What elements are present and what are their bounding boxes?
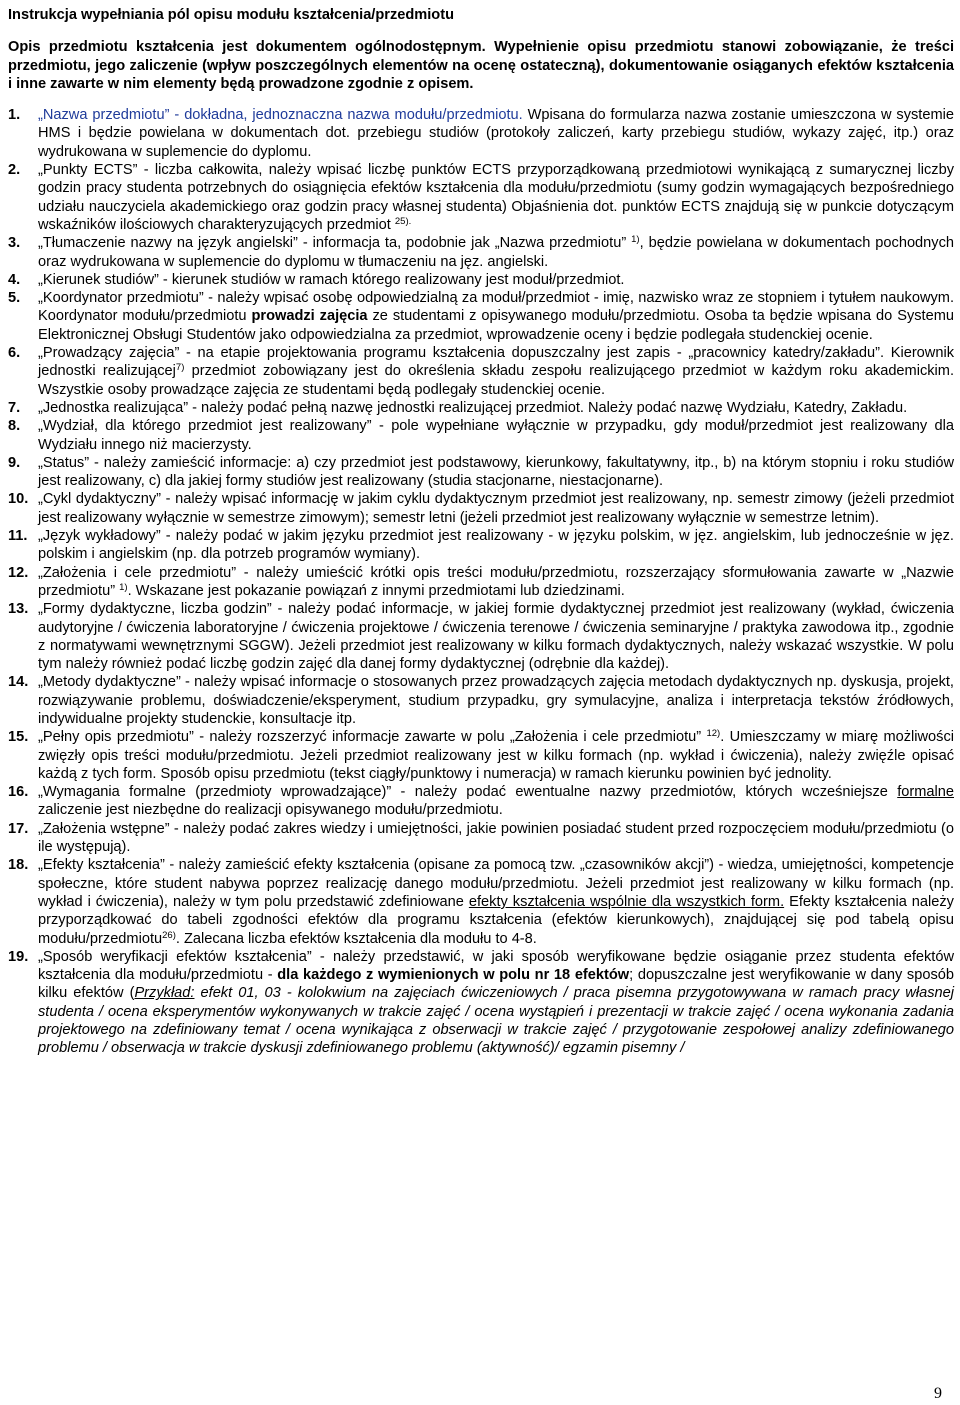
- item-text: Wpisana do formularza nazwa zostanie umieszczona w systemie HMS i będzie powielana w dokumentach dot. przebiegu studiów (protokoły zaliczeń, karty przebiegu studiów, wykazy zajęć, itp.) oraz wydrukowana w suplemencie do dyplomu.: [38, 107, 954, 160]
- item-text: formalne: [897, 784, 954, 801]
- instruction-item: [8, 490, 954, 527]
- instruction-item: [8, 399, 954, 417]
- document-page: [8, 6, 954, 1058]
- instruction-item: [8, 564, 954, 601]
- item-text: „Koordynator przedmiotu” - należy wpisać osobę odpowiedzialną za moduł/przedmiot - imię, nazwisko wraz ze stopniem i tytułem naukowym. Koordynator modułu/przedmiotu: [38, 290, 954, 325]
- instruction-item: [8, 820, 954, 857]
- item-number: 11.: [8, 528, 28, 545]
- item-text: „Punkty ECTS” - liczba całkowita, należy wpisać liczbę punktów ECTS przyporządkowaną przedmiotowi wynikającą z sumarycznej liczby godzin pracy studenta potrzebnych do osiągnięcia efektów kształcenia dla modułu/przedmiotu (sumy godzin wymagających bezpośredniego udziału nauczyciela akademickiego oraz godzin pracy własnej studenta) Objaśnienia dot. punktów ECTS znajdują się w punkcie dotyczącym wskaźników ilościowych charakteryzujących przedmiot: [38, 162, 954, 233]
- item-text: Efekty kształcenia należy przyporządkować do tabeli zgodności efektów dla programu kształcenia (efektów kierunkowych), znajdującej się pod tabelą opisu modułu/przedmiotu: [38, 893, 954, 947]
- instruction-item: [8, 289, 954, 344]
- item-number: 16.: [8, 784, 29, 801]
- item-text: „Kierunek studiów” - kierunek studiów w ramach którego realizowany jest moduł/przedmiot.: [38, 271, 625, 288]
- item-number: 8.: [8, 418, 21, 435]
- item-number: 13.: [8, 601, 29, 618]
- instruction-item: [8, 106, 954, 161]
- item-text: „Wydział, dla którego przedmiot jest realizowany” - pole wypełniane wyłącznie w przypadku, gdy moduł/przedmiot jest realizowany dla Wydziału innego niż macierzysty.: [38, 418, 954, 453]
- item-text: efekty kształcenia wspólnie dla wszystkich form.: [468, 893, 785, 910]
- instruction-item: [8, 527, 954, 564]
- item-number: 17.: [8, 820, 29, 837]
- item-text: Przykład:: [134, 985, 195, 1002]
- item-text: „Wymagania formalne (przedmioty wprowadzające)” - należy podać ewentualne nazwy przedmiotów, których wcześniejsze: [38, 784, 898, 801]
- footnote-ref: 1): [631, 234, 640, 246]
- instruction-item: [8, 234, 954, 271]
- footnote-ref: 1): [119, 581, 128, 593]
- footnote-ref: 7): [175, 362, 185, 374]
- instruction-item: [8, 454, 954, 491]
- instruction-item: [8, 271, 954, 289]
- instruction-list: [8, 106, 954, 1057]
- page-number: 9: [934, 1385, 942, 1402]
- item-number: 18.: [8, 857, 29, 874]
- item-text: „Status” - należy zamieścić informacje: a) czy przedmiot jest podstawowy, kierunkowy, fakultatywny, itp., b) na którym stopniu i roku studiów jest realizowany, c) dla jakiej formy studiów jest realizowany (studia stacjonarne, niestacjonarne).: [38, 454, 954, 490]
- item-text: prowadzi zajęcia: [251, 308, 368, 325]
- item-text: „Tłumaczenie nazwy na język angielski” - informacja ta, podobnie jak „Nazwa przedmiotu”: [38, 235, 632, 252]
- footnote-ref: 26): [162, 929, 176, 941]
- item-number: 1.: [8, 107, 21, 124]
- item-text: ze studentami z opisywanego modułu/przedmiotu. Osoba ta będzie wpisana do Systemu Elektronicznej Obsługi Studentów jako odpowiedzialna za przedmiot, wprowadzenie oceny i będzie podlegała studenckiej ocenie.: [38, 308, 954, 343]
- item-text: „Efekty kształcenia” - należy zamieścić efekty kształcenia (opisane za pomocą tzw. „czasowników akcji”) - wiedza, umiejętności, kompetencje społeczne, które student nabywa poprzez realizację danego modułu/przedmiotu. Jeżeli przedmiot jest realizowany w kilku formach (np. wykład i ćwiczenia), należy w tym polu przedstawić zdefiniowane: [38, 857, 954, 910]
- item-number: 4.: [8, 271, 21, 288]
- item-text: „Język wykładowy” - należy podać w jakim języku przedmiot jest realizowany - w języku polskim, w jęz. angielskim, lub jednocześnie w jęz. polskim i angielskim (np. dla potrzeb programów wymiany).: [38, 528, 954, 563]
- item-number: 14.: [8, 674, 29, 691]
- item-text: ; dopuszczalne jest weryfikowanie w dany sposób kilku efektów (: [38, 967, 954, 1002]
- instruction-item: [8, 783, 954, 820]
- item-number: 15.: [8, 729, 29, 746]
- item-text: . Wskazane jest pokazanie powiązań z innymi przedmiotami lub dziedzinami.: [127, 582, 625, 599]
- item-text: „Założenia wstępne” - należy podać zakres wiedzy i umiejętności, jakie powinien posiadać student przed rozpoczęciem modułu/przedmiotu (o ile występują).: [38, 820, 954, 856]
- item-number: 12.: [8, 564, 29, 581]
- item-text: „Metody dydaktyczne” - należy wpisać informacje o stosowanych przez prowadzących zajęcia metodach dydaktycznych np. dyskusja, projekt, rozwiązywanie problemu, doświadczenie/eksperyment, studium przypadku, gry symulacyjne, analiza i interpretacja tekstów źródłowych, indywidualne projekty studenckie, konsultacje itp.: [38, 674, 954, 727]
- item-number: 19.: [8, 948, 29, 965]
- item-number: 3.: [8, 235, 21, 252]
- item-text: „Sposób weryfikacji efektów kształcenia” - należy przedstawić, w jaki sposób weryfikowane będzie osiąganie przez studenta efektów kształcenia dla modułu/przedmiotu -: [38, 948, 954, 984]
- item-number: 6.: [8, 345, 21, 362]
- item-text: . Umieszczamy w miarę możliwości zwięzły opis treści modułu/przedmiotu. Jeżeli przedmiot realizowany jest w kilku formach (np. wykład i ćwiczenia), należy zwięźle opisać każdą z tych form. Sposób opisu przedmiotu (tekst ciągły/punktowy i numeracja) w ramach kierunku powinien być jednolity.: [38, 729, 955, 782]
- item-number: 7.: [8, 399, 21, 416]
- instruction-item: [8, 948, 954, 1058]
- instruction-item: [8, 600, 954, 673]
- instruction-item: [8, 728, 954, 783]
- instruction-item: [8, 417, 954, 454]
- item-text: „Cykl dydaktyczny” - należy wpisać informację w jakim cyklu dydaktycznym przedmiot jest realizowany, np. semestr zimowy (jeżeli przedmiot jest realizowany wyłącznie w semestrze zimowym); semestr letni (jeżeli przedmiot jest realizowany wyłącznie w semestrze letnim).: [38, 491, 954, 526]
- item-text: „Pełny opis przedmiotu” - należy rozszerzyć informacje zawarte w polu „Założenia i cele przedmiotu”: [38, 729, 707, 746]
- item-number: 2.: [8, 162, 21, 179]
- document-heading: Instrukcja wypełniania pól opisu modułu kształcenia/przedmiotu: [8, 7, 455, 23]
- footnote-ref: 12): [706, 728, 721, 740]
- item-number: 5.: [8, 290, 21, 307]
- item-text: przedmiot zobowiązany jest do określenia składu zespołu realizującego przedmiot w każdym roku akademickim. Wszystkie osoby prowadzące zajęcia ze studentami będą podlegały studenckiej ocenie.: [38, 363, 954, 398]
- item-text: „Jednostka realizująca” - należy podać pełną nazwę jednostki realizującej przedmiot. Należy podać nazwę Wydziału, Katedry, Zakładu.: [38, 399, 908, 416]
- item-text: . Zalecana liczba efektów kształcenia dla modułu to 4-8.: [175, 930, 537, 947]
- instruction-item: [8, 161, 954, 234]
- item-text: dla każdego z wymienionych w polu nr 18 efektów: [277, 967, 630, 984]
- item-text: „Formy dydaktyczne, liczba godzin” - należy podać informacje, w jakiej formie dydaktycznej przedmiot jest realizowany (wykład, ćwiczenia audytoryjne / ćwiczenia laboratoryjne / ćwiczenia projektowe / ćwiczenia terenowe / ćwiczenia seminaryjne / praktyka zawodowa itp., zgodnie z normatywami wewnętrznymi SGGW). Jeżeli przedmiot jest realizowany w kilku formach dydaktycznych, należy wskazać wszystkie. W polu tym należy również podać liczbę godzin zajęć dla danej formy dydaktycznej (odrębnie dla każdej).: [38, 601, 954, 673]
- instruction-item: [8, 856, 954, 947]
- item-text: „Założenia i cele przedmiotu” - należy umieścić krótki opis treści modułu/przedmiotu, rozszerzający sformułowania zawarte w „Nazwie przedmiotu”: [38, 564, 954, 599]
- intro-paragraph: Opis przedmiotu kształcenia jest dokumentem ogólnodostępnym. Wypełnienie opisu przedmiotu stanowi zobowiązanie, że treści przedmiotu, jego zaliczenie (wpływ poszczególnych elementów na ocenę ostateczną), dokumentowanie osiąganych efektów kształcenia i inne zawarte w nim elementy będą prowadzone zgodnie z opisem.: [8, 39, 954, 92]
- instruction-item: [8, 673, 954, 728]
- item-text: efekt 01, 03 - kolokwium na zajęciach ćwiczeniowych / praca pisemna przygotowywana w ramach pracy własnej studenta / ocena eksperymentów wykonywanych w trakcie zajęć / ocena wystąpień i prezentacji w trakcie zajęć / ocena wykonania zadania projektowego na zdefiniowany temat / ocena wynikająca z obserwacji w trakcie zajęć / przygotowanie zespołowej analizy zdefiniowanego problemu / obserwacja w trakcie dyskusji zdefiniowanego problemu (aktywność)/ egzamin pisemny /: [38, 985, 954, 1057]
- item-number: 10.: [8, 491, 29, 508]
- item-text: zaliczenie jest niezbędne do realizacji opisywanego modułu/przedmiotu.: [38, 802, 503, 819]
- footnote-ref: 25).: [394, 215, 412, 227]
- instruction-item: [8, 344, 954, 399]
- item-number: 9.: [8, 454, 21, 471]
- item-text: „Nazwa przedmiotu” - dokładna, jednoznaczna nazwa modułu/przedmiotu.: [38, 107, 528, 124]
- item-text: „Prowadzący zajęcia” - na etapie projektowania programu kształcenia dopuszczalny jest zapis - „pracownicy katedry/zakładu”. Kierownik jednostki realizującej: [38, 345, 954, 380]
- item-text: , będzie powielana w dokumentach pochodnych oraz wydrukowana w suplemencie do dyplomu w tłumaczeniu na jęz. angielski.: [38, 235, 954, 270]
